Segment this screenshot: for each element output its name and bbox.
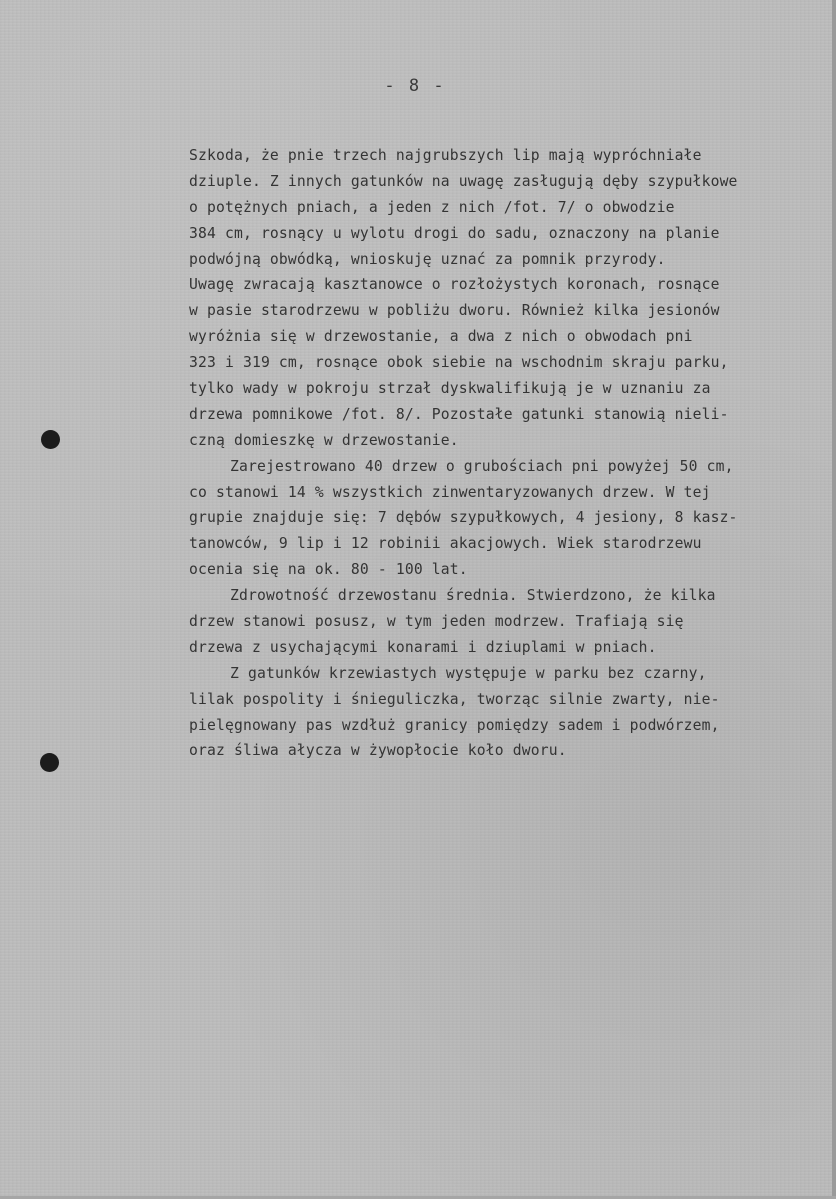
text-line: grupie znajduje się: 7 dębów szypułkowych, 4 jesiony, 8 kasz- bbox=[189, 509, 738, 527]
text-line: drzewa z usychającymi konarami i dziuplami w pniach. bbox=[189, 638, 657, 656]
text-line: tanowców, 9 lip i 12 robinii akacjowych. Wiek starodrzewu bbox=[189, 535, 702, 553]
text-line: czną domieszkę w drzewostanie. bbox=[189, 431, 459, 449]
text-line: drzew stanowi posusz, w tym jeden modrzew. Trafiają się bbox=[189, 613, 684, 631]
text-line: wyróżnia się w drzewostanie, a dwa z nich o obwodach pni bbox=[189, 328, 693, 346]
body-text bbox=[189, 143, 819, 764]
text-line: drzewa pomnikowe /fot. 8/. Pozostałe gatunki stanowią nieli- bbox=[189, 405, 729, 423]
paragraph-first-line: Z gatunków krzewiastych występuje w parku bez czarny, bbox=[230, 664, 707, 682]
text-line: tylko wady w pokroju strzał dyskwalifikują je w uznaniu za bbox=[189, 380, 711, 398]
page-number: - 8 - bbox=[384, 76, 446, 96]
text-line: 384 cm, rosnący u wylotu drogi do sadu, oznaczony na planie bbox=[189, 224, 720, 242]
text-line: Uwagę zwracają kasztanowce o rozłożystych koronach, rosnące bbox=[189, 276, 720, 294]
text-line: lilak pospolity i śnieguliczka, tworząc silnie zwarty, nie- bbox=[189, 690, 720, 708]
text-line: podwójną obwódką, wnioskuję uznać za pomnik przyrody. bbox=[189, 250, 666, 268]
punch-hole bbox=[40, 753, 59, 772]
text-line: co stanowi 14 % wszystkich zinwentaryzowanych drzew. W tej bbox=[189, 483, 711, 501]
text-line: ocenia się na ok. 80 - 100 lat. bbox=[189, 561, 468, 579]
page-edge-shadow bbox=[832, 0, 836, 1199]
text-line: oraz śliwa ałycza w żywopłocie koło dworu. bbox=[189, 742, 567, 760]
text-line: 323 i 319 cm, rosnące obok siebie na wschodnim skraju parku, bbox=[189, 354, 729, 372]
text-line: o potężnych pniach, a jeden z nich /fot. 7/ o obwodzie bbox=[189, 198, 675, 216]
text-line: Szkoda, że pnie trzech najgrubszych lip mają wypróchniałe bbox=[189, 147, 702, 164]
punch-hole bbox=[41, 430, 60, 449]
paragraph-first-line: Zarejestrowano 40 drzew o grubościach pni powyżej 50 cm, bbox=[230, 457, 734, 475]
text-line: dziuple. Z innych gatunków na uwagę zasługują dęby szypułkowe bbox=[189, 172, 738, 190]
paragraph-first-line: Zdrowotność drzewostanu średnia. Stwierdzono, że kilka bbox=[230, 587, 716, 605]
text-line: pielęgnowany pas wzdłuż granicy pomiędzy sadem i podwórzem, bbox=[189, 716, 720, 734]
text-line: w pasie starodrzewu w pobliżu dworu. Również kilka jesionów bbox=[189, 302, 720, 320]
